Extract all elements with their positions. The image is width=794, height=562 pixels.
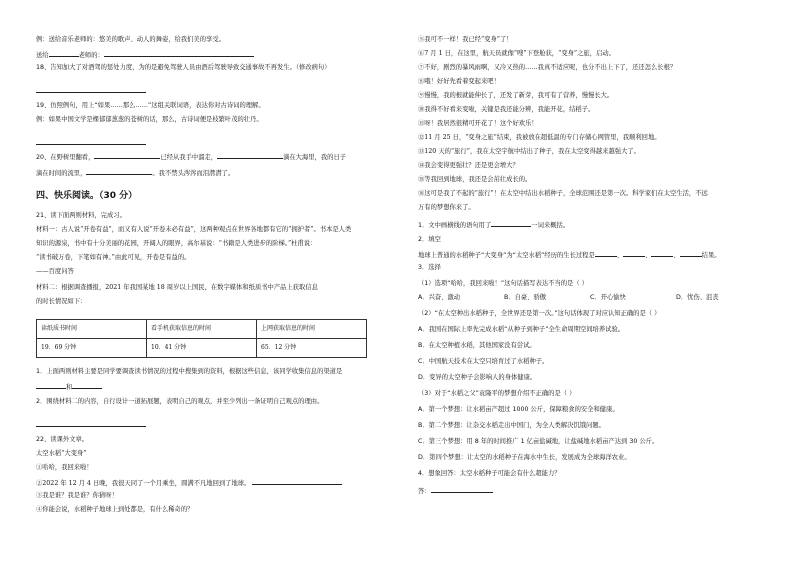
choice-question-2: （2）“在太空种出水稻种子，全世界还是第一次。”这句话体现了对应认知正确的是（ ） (418, 310, 661, 317)
article-paragraph: ⑧哦！好好先看着变起来吧！ (418, 78, 500, 85)
answer-line[interactable] (36, 138, 146, 148)
question-19: 19、仿照例句，用上“如果……那么……”这组关联词语，表达你对古诗词的理解。 (36, 102, 265, 109)
answer-blank[interactable] (94, 152, 160, 159)
question-22: 22、读课外文章。 (36, 436, 89, 443)
material-1-source: ——百度问答 (36, 268, 74, 275)
option-a[interactable]: A．第一个梦想：让水稻亩产超过 1000 公斤，保障粮食的安全和健康。 (418, 406, 619, 413)
section-title: 四、快乐阅读。（30 分） (36, 191, 138, 201)
answer-blank[interactable] (651, 250, 673, 257)
option-d[interactable]: D．第四个梦想：让太空的水稻种子在海水中生长，发展成为全球海洋农业。 (418, 454, 631, 461)
question-21: 21、读下面两则材料，完成习。 (36, 212, 126, 219)
article-paragraph: ⑨慢慢，我的根就能伸长了，还发了新芽，我可有了营养，慢慢长大。 (418, 92, 614, 99)
article-paragraph: 万有的梦想你来了。 (418, 204, 475, 211)
option-a[interactable]: A．兴奋、激动 (418, 294, 461, 301)
option-a[interactable]: A．我国在国际上率先完成水稻“从种子到种子”全生命周期空间培养试验。 (418, 326, 625, 333)
answer-blank[interactable] (49, 50, 79, 57)
material-1-line: 知识的源泉，书中有十分美丽的花园，开阔人的眼界，高尔基说：“书籍是人类进步的阶梯。”杜甫说： (36, 240, 317, 247)
teacher-blank-line: 送给 老师的： (36, 50, 254, 60)
underline-mark (252, 478, 342, 485)
article-paragraph: ⑪呀！我居然很精可开花了！这个好欢乐！ (418, 120, 538, 127)
answer-line: 答： (418, 486, 493, 496)
option-c[interactable]: C．中国航天技术在太空只培育过了水稻种子。 (418, 358, 549, 365)
option-c[interactable]: C．第三个梦想：用 8 年的时间推广 1 亿亩盐碱地，让盐碱地水稻亩产达到 30 公斤。 (418, 438, 659, 445)
answer-blank[interactable] (86, 168, 152, 175)
article-paragraph: ⑯这可是我了不起的“旅行”！在太空中结出水稻种子，全球范围还是第一次。科学家们在太空生活，不远 (418, 190, 708, 197)
material-1-line: 材料一：古人说“开卷有益”，而又有人说“开卷未必有益”，这两种观点在世界各地都有它的“拥护者”。书本是人类 (36, 226, 352, 233)
option-b[interactable]: B．在太空种植水稻，其他国家没有尝试。 (418, 342, 536, 349)
answer-blank[interactable] (104, 50, 254, 57)
answer-blank[interactable] (680, 250, 702, 257)
question-20-cont: 滴在时间的流里， 。我不禁头涔涔而泪潸潸了。 (36, 170, 235, 177)
choice-question-1: （1）选项“哈哈，我回来啦！”这句话描写表达不当的是（ ） (418, 280, 588, 287)
reading-question-2-fill: 地球上普通的水稻种子“大变身”为“太空水稻”经历的生长过程是 、 、 、 结果。 (418, 252, 721, 259)
answer-blank[interactable] (623, 250, 645, 257)
table-cell: 19．69 分钟 (37, 339, 147, 358)
article-paragraph: ②2022 年 12 月 4 日晚，我很天同了一个月乘坐，圆满不凡地回到了地球。 (36, 478, 342, 488)
article-paragraph: ⑬120 天的“旅行”，我在太空宇航中结出了种子，我在太空变得越来越强大了。 (418, 148, 640, 155)
material-1-line: “读书破万卷，下笔如有神。”由此可见，开卷是有益的。 (36, 254, 191, 261)
article-paragraph: ⑥7 月 1 日，在这里，航天员就像“嗖”下登舱获，“变身”之旅，启动。 (418, 50, 615, 57)
question-21-1: 1．上面两则材料主要是同学要调查读书情况的过程中搜集到的资料，根据这些信息，该同学收集信息的渠道是 (36, 368, 343, 375)
article-paragraph: ⑤我可不一样！我已经“变身”了！ (418, 36, 513, 43)
answer-blank[interactable] (595, 250, 617, 257)
table-cell: 65．12 分钟 (257, 339, 367, 358)
table-header-cell: 上网获取信息的时间 (257, 320, 367, 339)
reading-question-4: 4．想象回答：太空水稻种子可能会有什么超能力？ (418, 470, 561, 477)
article-title: 太空水稻“大变身” (36, 450, 87, 457)
answer-blank[interactable] (431, 486, 493, 493)
option-c[interactable]: C．开心愉快 (590, 294, 626, 301)
option-d[interactable]: D．变异的太空种子会影响人的身体健康。 (418, 374, 537, 381)
choice-question-3: （3）对于“水稻之父”袁隆平的梦想介绍不正确的是（ ） (418, 390, 576, 397)
reading-time-table (36, 319, 367, 358)
article-paragraph: ⑦不好，剧烈的暴风雨啊，又冷又热的……我真不适应呢，也分不出上下了，还还怎么长根？ (418, 64, 677, 71)
article-paragraph: ④你能会说，水稻种子地球上到处都是，有什么稀奇的？ (36, 506, 194, 513)
reading-question-1: 1．文中画横线的语句用了 一词来概括。 (418, 222, 570, 229)
answer-blank[interactable] (491, 220, 531, 227)
table-cell: 10．41 分钟 (147, 339, 257, 358)
answer-line[interactable] (36, 86, 146, 96)
answer-blank[interactable] (217, 152, 283, 159)
option-d[interactable]: D．忧伤、沮丧 (676, 294, 719, 301)
question-21-1-blanks: 和 (36, 382, 102, 392)
table-header-cell: 看手机获取信息的时间 (147, 320, 257, 339)
question-19-example: 例：如果中国文学是棵郁郁葱葱的苍树的话，那么，古诗词便是枝繁叶茂的壮丹。 (36, 116, 263, 123)
question-21-2: 2．围绕材料二的内容，自行设计一道拓展题，表明自己的观点，并至少列出一条证明自己观点的理由。 (36, 398, 324, 405)
reading-question-2: 2．填空 (418, 236, 441, 243)
answer-blank[interactable] (36, 382, 66, 389)
table-row (37, 339, 367, 358)
example-line: 例：送给音乐老师的：悠美的歌声、动人的舞姿，给我们美的享受。 (36, 36, 225, 43)
article-paragraph: ③我是谁？我是谁？你猜呀！ (36, 492, 118, 499)
article-paragraph: ⑮等我回到地球，我还是会茁壮成长的。 (418, 176, 532, 183)
table-header-row (37, 320, 367, 339)
article-paragraph: ⑩我得不好看来变啦，关键是我还能分辨，我能开花，结稻子。 (418, 106, 595, 113)
question-20: 20、在野树里翻看， 已经从我手中溜走， 滴在大海里，我的日子 (36, 154, 347, 161)
reading-question-3: 3．选择 (418, 264, 441, 271)
article-paragraph: ⑭我会变得更强壮？还是更会增大？ (418, 162, 519, 169)
answer-line[interactable] (36, 420, 146, 430)
answer-blank[interactable] (72, 382, 102, 389)
table-header-cell: 读纸质书时间 (37, 320, 147, 339)
material-2-line: 的时长情况如下： (36, 298, 87, 305)
article-paragraph: ⑫11 月 25 日，“变身之旅”结束，我被放在超低温的专门存储心网管里，我顺利回地。 (418, 134, 661, 141)
question-18: 18、告知加大了对酒驾的惩处力度，为的是避免驾驶人员由酒后驾驶导致交通事故不再发生。（修改病句） (36, 64, 331, 71)
option-b[interactable]: B．第二个梦想：让杂交水稻走出中国门，为全人类解决饥饿问题。 (418, 422, 605, 429)
option-b[interactable]: B．自豪、骄傲 (504, 294, 547, 301)
material-2-line: 材料二：根据调查播报，2021 年我国某地 18 周岁以上国民，在数字媒体和纸质书中产品上获取信息 (36, 284, 318, 291)
article-paragraph: ①哈哈，我回来啦！ (36, 464, 93, 471)
